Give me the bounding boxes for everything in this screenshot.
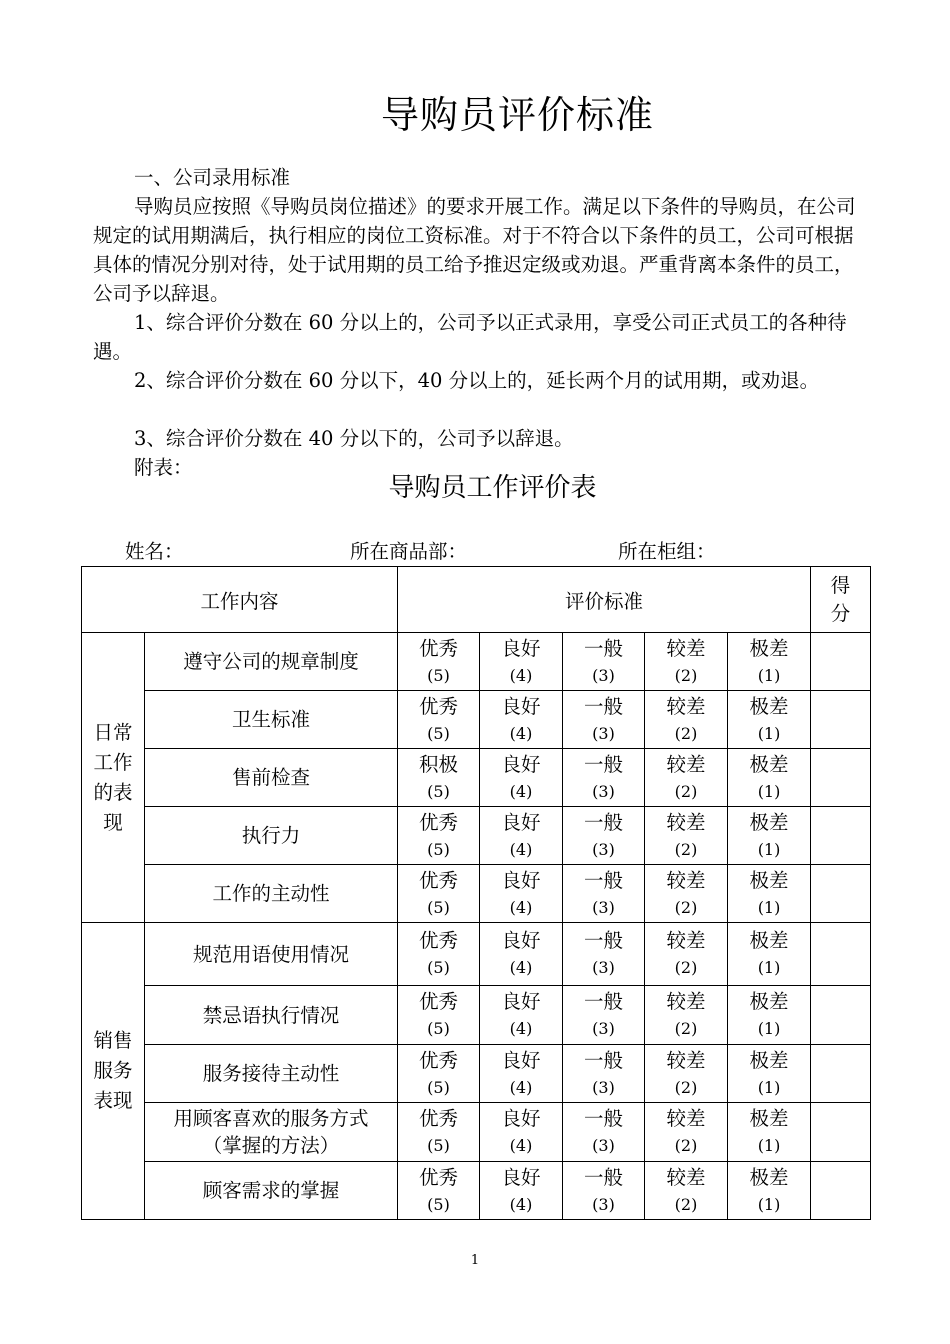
category-label-line: 的表 bbox=[93, 780, 133, 804]
table-row bbox=[82, 865, 871, 923]
table-header-row bbox=[82, 567, 871, 633]
rating-label: 良好 bbox=[501, 810, 541, 834]
rating-points: (1) bbox=[757, 958, 781, 977]
item-name: 服务接待主动性 bbox=[145, 1045, 398, 1103]
item-name: 规范用语使用情况 bbox=[145, 923, 398, 986]
rating-points: (4) bbox=[509, 958, 533, 977]
rating-points: (5) bbox=[427, 665, 450, 685]
rating-label: 极差 bbox=[749, 868, 789, 892]
rating-option[interactable] bbox=[563, 691, 645, 749]
rating-option[interactable] bbox=[398, 865, 480, 923]
rating-label: 优秀 bbox=[419, 694, 459, 718]
score-cell[interactable] bbox=[811, 807, 871, 865]
rating-label: 优秀 bbox=[419, 1165, 459, 1189]
rating-points: (5) bbox=[427, 1077, 450, 1097]
rating-option[interactable] bbox=[398, 749, 480, 807]
table-row bbox=[82, 749, 871, 807]
rating-label: 极差 bbox=[749, 752, 789, 776]
rating-points: (2) bbox=[674, 665, 698, 685]
rating-points: (5) bbox=[427, 958, 450, 977]
rating-option[interactable] bbox=[728, 1162, 811, 1220]
rating-label: 一般 bbox=[584, 810, 624, 834]
score-cell[interactable] bbox=[811, 1045, 871, 1103]
category-label-line: 销售 bbox=[93, 1029, 133, 1052]
rating-points: (2) bbox=[674, 781, 698, 801]
rating-option[interactable] bbox=[645, 749, 728, 807]
table-row bbox=[82, 1045, 871, 1103]
rating-option[interactable] bbox=[480, 1162, 563, 1220]
rating-option[interactable] bbox=[563, 749, 645, 807]
rating-label: 优秀 bbox=[419, 990, 459, 1013]
rating-label: 一般 bbox=[584, 636, 624, 660]
item-name: 用顾客喜欢的服务方式 （掌握的方法） bbox=[145, 1103, 398, 1162]
score-cell[interactable] bbox=[811, 691, 871, 749]
rating-option[interactable] bbox=[480, 1103, 563, 1162]
rating-option[interactable] bbox=[645, 807, 728, 865]
score-cell[interactable] bbox=[811, 865, 871, 923]
rating-option[interactable] bbox=[563, 633, 645, 691]
rating-option[interactable] bbox=[480, 749, 563, 807]
rating-label: 优秀 bbox=[419, 1048, 459, 1072]
table-row bbox=[82, 691, 871, 749]
rating-label: 良好 bbox=[501, 1107, 541, 1130]
rating-option[interactable] bbox=[728, 1045, 811, 1103]
rating-label: 良好 bbox=[501, 929, 541, 952]
rating-label: 极差 bbox=[749, 810, 789, 834]
document-title: 导购员评价标准 bbox=[380, 93, 654, 137]
category-cell bbox=[82, 633, 145, 923]
rating-option[interactable] bbox=[398, 691, 480, 749]
rating-option[interactable] bbox=[563, 1162, 645, 1220]
rating-label: 一般 bbox=[584, 1165, 624, 1189]
category-label-line: 服务 bbox=[93, 1059, 133, 1082]
header-score: 得分 bbox=[811, 567, 871, 633]
category-label-line: 表现 bbox=[93, 1089, 133, 1112]
table-row bbox=[82, 1103, 871, 1162]
section-body: 导购员应按照《导购员岗位描述》的要求开展工作。满足以下条件的导购员，在公司规定的试用期满后，执行相应的岗位工资标准。对于不符合以下条件的员工，公司可根据具体的情况分别对待，处于试用期的员工给予推迟定级或劝退。严重背离本条件的员工，公司予以辞退。 bbox=[93, 195, 856, 305]
page-number: 1 bbox=[470, 1253, 480, 1268]
table-row bbox=[82, 1162, 871, 1220]
rating-option[interactable] bbox=[563, 807, 645, 865]
rating-option[interactable] bbox=[645, 633, 728, 691]
rating-label: 一般 bbox=[584, 929, 624, 952]
rating-option[interactable] bbox=[563, 865, 645, 923]
rating-points: (3) bbox=[592, 665, 615, 685]
header-work-content: 工作内容 bbox=[82, 567, 398, 633]
rating-label: 极差 bbox=[749, 990, 789, 1013]
rating-option[interactable] bbox=[645, 691, 728, 749]
rating-label: 较差 bbox=[666, 1107, 706, 1130]
rating-option[interactable] bbox=[398, 807, 480, 865]
rating-option[interactable] bbox=[728, 986, 811, 1045]
rating-option[interactable] bbox=[563, 923, 645, 986]
rating-points: (3) bbox=[592, 958, 615, 977]
rating-option[interactable] bbox=[398, 1103, 480, 1162]
rating-points: (2) bbox=[674, 1136, 698, 1155]
score-cell[interactable] bbox=[811, 986, 871, 1045]
evaluation-table bbox=[81, 566, 871, 1220]
rating-points: (3) bbox=[592, 839, 615, 859]
rating-option[interactable] bbox=[480, 807, 563, 865]
table-row bbox=[82, 986, 871, 1045]
rating-label: 较差 bbox=[666, 1048, 706, 1072]
rating-points: (5) bbox=[427, 897, 450, 917]
category-label-line: 工作 bbox=[93, 750, 133, 774]
rating-option[interactable] bbox=[728, 865, 811, 923]
rating-points: (1) bbox=[757, 897, 781, 917]
rating-option[interactable] bbox=[398, 633, 480, 691]
rating-label: 良好 bbox=[501, 1048, 541, 1072]
rating-option[interactable] bbox=[728, 691, 811, 749]
rule-2: 2、综合评价分数在 60 分以下，40 分以上的，延长两个月的试用期，或劝退。 bbox=[134, 369, 820, 392]
rating-label: 极差 bbox=[749, 694, 789, 718]
rating-points: (3) bbox=[592, 1194, 615, 1214]
item-name: 顾客需求的掌握 bbox=[145, 1162, 398, 1220]
rating-option[interactable] bbox=[728, 749, 811, 807]
rating-label: 良好 bbox=[501, 752, 541, 776]
score-cell[interactable] bbox=[811, 1162, 871, 1220]
rating-points: (4) bbox=[509, 665, 533, 685]
rating-points: (2) bbox=[674, 897, 698, 917]
rating-option[interactable] bbox=[480, 986, 563, 1045]
rating-points: (4) bbox=[509, 897, 533, 917]
score-cell[interactable] bbox=[811, 923, 871, 986]
item-name: 工作的主动性 bbox=[145, 865, 398, 923]
rating-label: 优秀 bbox=[419, 636, 459, 660]
rating-label: 较差 bbox=[666, 990, 706, 1013]
rating-points: (4) bbox=[509, 1077, 533, 1097]
rating-option[interactable] bbox=[480, 691, 563, 749]
name-field-label: 姓名： bbox=[125, 540, 184, 563]
rating-points: (5) bbox=[427, 1136, 450, 1155]
rating-option[interactable] bbox=[645, 923, 728, 986]
rating-label: 良好 bbox=[501, 990, 541, 1013]
rating-label: 极差 bbox=[749, 1107, 789, 1130]
rating-points: (2) bbox=[674, 1194, 698, 1214]
rating-points: (4) bbox=[509, 723, 533, 743]
rating-option[interactable] bbox=[645, 865, 728, 923]
rating-label: 极差 bbox=[749, 636, 789, 660]
rating-label: 较差 bbox=[666, 810, 706, 834]
rating-label: 一般 bbox=[584, 1048, 624, 1072]
rating-points: (5) bbox=[427, 723, 450, 743]
category-cell bbox=[82, 923, 145, 1220]
category-label-line: 现 bbox=[103, 810, 123, 834]
rating-option[interactable] bbox=[728, 633, 811, 691]
department-field-label: 所在商品部： bbox=[350, 540, 468, 563]
rating-label: 极差 bbox=[749, 1048, 789, 1072]
rating-option[interactable] bbox=[398, 1162, 480, 1220]
rule-1: 1、综合评价分数在 60 分以上的，公司予以正式录用，享受公司正式员工的各种待遇。 bbox=[93, 311, 847, 363]
rating-points: (1) bbox=[757, 781, 781, 801]
rating-label: 一般 bbox=[584, 990, 624, 1013]
rating-option[interactable] bbox=[398, 1045, 480, 1103]
rating-points: (5) bbox=[427, 1194, 450, 1214]
rating-label: 良好 bbox=[501, 636, 541, 660]
header-criteria: 评价标准 bbox=[398, 567, 811, 633]
rating-label: 较差 bbox=[666, 636, 706, 660]
rating-points: (2) bbox=[674, 723, 698, 743]
rating-points: (1) bbox=[757, 1077, 781, 1097]
rating-points: (3) bbox=[592, 723, 615, 743]
rating-points: (4) bbox=[509, 1019, 533, 1038]
rating-points: (4) bbox=[509, 839, 533, 859]
rating-points: (1) bbox=[757, 665, 781, 685]
rating-option[interactable] bbox=[398, 986, 480, 1045]
rating-option[interactable] bbox=[398, 923, 480, 986]
rating-points: (1) bbox=[757, 1136, 781, 1155]
rating-label: 较差 bbox=[666, 752, 706, 776]
rating-label: 良好 bbox=[501, 1165, 541, 1189]
rating-points: (1) bbox=[757, 1019, 781, 1038]
rating-points: (4) bbox=[509, 781, 533, 801]
rating-label: 一般 bbox=[584, 694, 624, 718]
rating-option[interactable] bbox=[645, 1162, 728, 1220]
rating-option[interactable] bbox=[563, 986, 645, 1045]
rating-label: 优秀 bbox=[419, 1107, 459, 1130]
rating-points: (5) bbox=[427, 1019, 450, 1038]
rating-points: (2) bbox=[674, 839, 698, 859]
rating-option[interactable] bbox=[563, 1103, 645, 1162]
rating-option[interactable] bbox=[480, 865, 563, 923]
rule-3: 3、综合评价分数在 40 分以下的，公司予以辞退。 bbox=[134, 427, 574, 450]
rating-points: (4) bbox=[509, 1194, 533, 1214]
rating-label: 一般 bbox=[584, 752, 624, 776]
rating-option[interactable] bbox=[728, 1103, 811, 1162]
rating-points: (2) bbox=[674, 1019, 698, 1038]
rating-label: 一般 bbox=[584, 868, 624, 892]
rating-points: (2) bbox=[674, 958, 698, 977]
appendix-label: 附表： bbox=[134, 456, 193, 479]
rating-points: (1) bbox=[757, 1194, 781, 1214]
rating-label: 一般 bbox=[584, 1107, 624, 1130]
rating-label: 优秀 bbox=[419, 810, 459, 834]
rating-label: 极差 bbox=[749, 929, 789, 952]
item-name: 售前检查 bbox=[145, 749, 398, 807]
rating-points: (3) bbox=[592, 1136, 615, 1155]
rating-label: 良好 bbox=[501, 868, 541, 892]
rating-label: 较差 bbox=[666, 1165, 706, 1189]
rating-label: 优秀 bbox=[419, 868, 459, 892]
section-heading: 一、公司录用标准 bbox=[134, 166, 291, 189]
score-cell[interactable] bbox=[811, 1103, 871, 1162]
rating-points: (4) bbox=[509, 1136, 533, 1155]
rating-option[interactable] bbox=[728, 923, 811, 986]
rating-option[interactable] bbox=[645, 1045, 728, 1103]
item-name: 遵守公司的规章制度 bbox=[145, 633, 398, 691]
table-row bbox=[82, 923, 871, 986]
rating-option[interactable] bbox=[645, 986, 728, 1045]
rating-points: (5) bbox=[427, 781, 450, 801]
item-name: 禁忌语执行情况 bbox=[145, 986, 398, 1045]
rating-points: (3) bbox=[592, 1077, 615, 1097]
rating-points: (1) bbox=[757, 839, 781, 859]
rating-label: 较差 bbox=[666, 929, 706, 952]
score-cell[interactable] bbox=[811, 633, 871, 691]
rating-option[interactable] bbox=[728, 807, 811, 865]
score-cell[interactable] bbox=[811, 749, 871, 807]
category-label-line: 日常 bbox=[93, 720, 133, 744]
table-title: 导购员工作评价表 bbox=[388, 473, 597, 503]
rating-points: (5) bbox=[427, 839, 450, 859]
rating-points: (1) bbox=[757, 723, 781, 743]
rating-label: 较差 bbox=[666, 868, 706, 892]
rating-points: (3) bbox=[592, 781, 615, 801]
table-row bbox=[82, 633, 871, 691]
rating-label: 良好 bbox=[501, 694, 541, 718]
item-name: 卫生标准 bbox=[145, 691, 398, 749]
group-field-label: 所在柜组： bbox=[618, 540, 716, 563]
rating-points: (3) bbox=[592, 1019, 615, 1038]
rating-label: 较差 bbox=[666, 694, 706, 718]
rating-option[interactable] bbox=[480, 1045, 563, 1103]
rating-option[interactable] bbox=[480, 923, 563, 986]
table-row bbox=[82, 807, 871, 865]
rating-points: (3) bbox=[592, 897, 615, 917]
rating-option[interactable] bbox=[480, 633, 563, 691]
rating-points: (2) bbox=[674, 1077, 698, 1097]
item-name: 执行力 bbox=[145, 807, 398, 865]
rating-label: 极差 bbox=[749, 1165, 789, 1189]
rating-option[interactable] bbox=[645, 1103, 728, 1162]
rating-label: 优秀 bbox=[419, 929, 459, 952]
rating-option[interactable] bbox=[563, 1045, 645, 1103]
rating-label: 积极 bbox=[419, 752, 459, 776]
